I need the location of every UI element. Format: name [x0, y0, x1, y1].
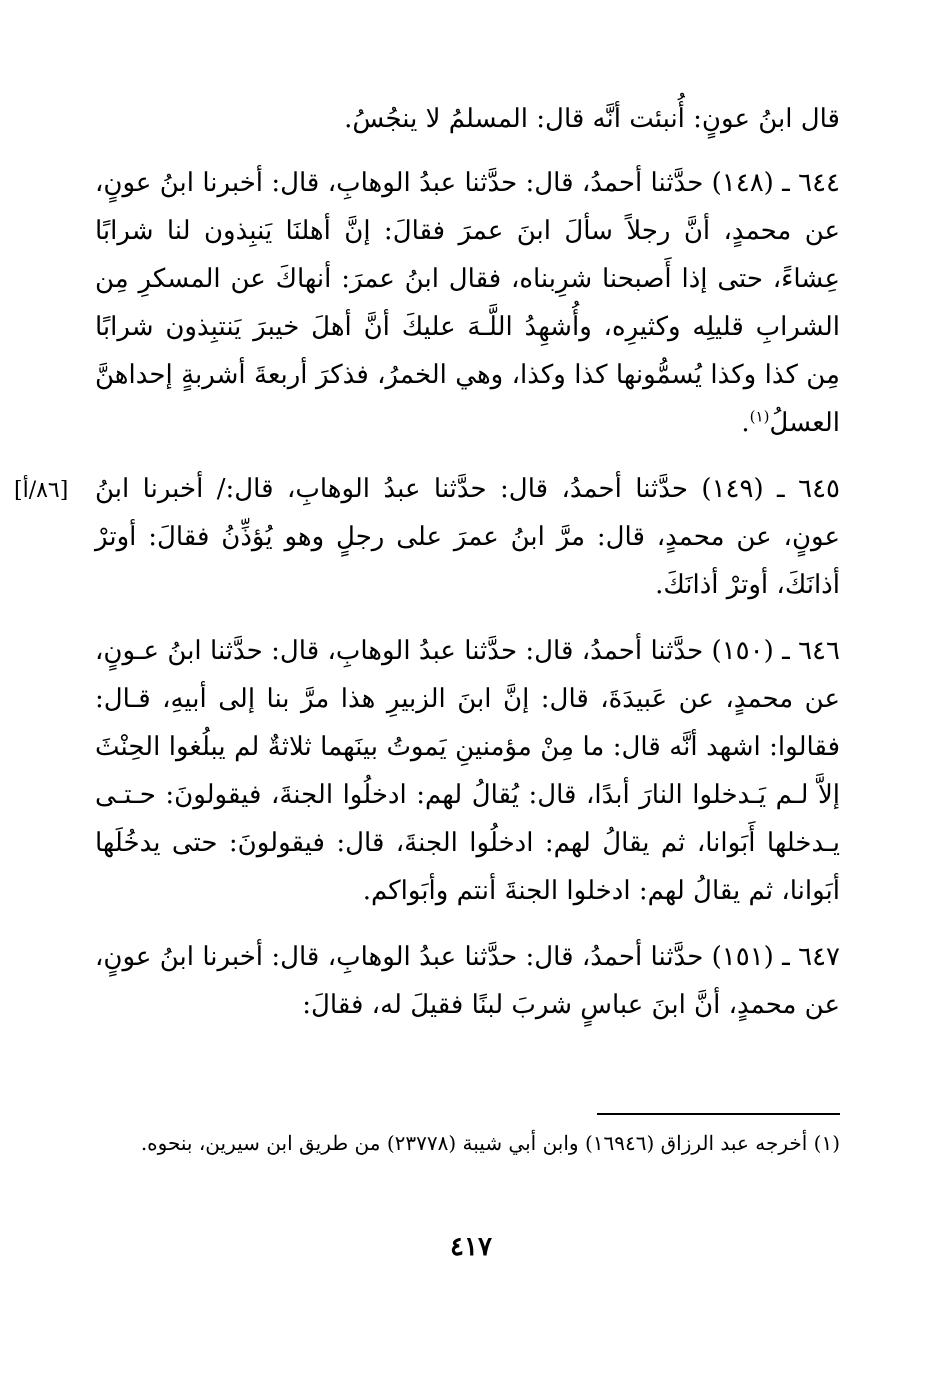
manuscript-folio-reference: [٨٦/أ] — [14, 478, 69, 503]
hadith-647 — [95, 933, 840, 1029]
hadith-646-text: حدَّثنا ابنُ عـونٍ، عن محمدٍ، عن عَبيدَةَ، قال: إنَّ ابنَ الزبيرِ هذا مرَّ بنا إلى أبيهِ، قـال: فقالوا: اشهد أنَّه قال: ما مِنْ مؤمنينِ يَموتُ بينَهما ثلاثةٌ لم يبلُغوا الحِنْثَ إلاَّ لـم يَـدخلوا النارَ أبدًا، قال: يُقالُ لهم: ادخلُوا الجنةَ، فيقولونَ: حـتـى يـدخلها أَبَوانا، ثم يقالُ لهم: ادخلُوا الجنةَ، قال: فيقولونَ: حتى يدخُلَها أبَوانا، ثم يقالُ لهم: ادخلوا الجنةَ أنتم وأبَواكم. — [95, 636, 840, 906]
hadith-644-end: . — [741, 408, 750, 438]
hadith-645-text: أخبرنا ابنُ عونٍ، عن محمدٍ، قال: مرَّ ابنُ عمرَ على رجلٍ وهو يُؤذِّنُ فقالَ: أوترْ أذانَكَ، أوترْ أذانَكَ. — [95, 474, 840, 600]
hadith-644 — [95, 159, 840, 447]
hadith-644-isnad-head: ٦٤٤ ـ (١٤٨) حدَّثنا أحمدُ، قال: حدَّثنا عبدُ الوهابِ، قال: — [271, 168, 841, 198]
footnote: (١) أخرجه عبد الرزاق (١٦٩٤٦) وابن أبي شيبة (٢٣٧٧٨) من طريق ابن سيرين، بنحوه. — [140, 1131, 840, 1155]
hadith-647-isnad-head: ٦٤٧ ـ (١٥١) حدَّثنا أحمدُ، قال: حدَّثنا عبدُ الوهابِ، قال: — [271, 942, 841, 972]
hadith-645 — [95, 465, 840, 609]
hadith-645-isnad-head: ٦٤٥ ـ (١٤٩) حدَّثنا أحمدُ، قال: حدَّثنا عبدُ الوهابِ، قال:/ — [216, 474, 841, 504]
footnote-marker[interactable]: (١) — [749, 407, 770, 426]
footnote-divider — [597, 1113, 840, 1115]
hadith-644-text: أخبرنا ابنُ عونٍ، عن محمدٍ، أنَّ رجلاً سألَ ابنَ عمرَ فقالَ: إنَّ أهلنَا يَنبِذون لنا شرابًا عِشاءً، حتى إذا أَصبحنا شرِبناه، فقال ابنُ عمرَ: أنهاكَ عن المسكرِ مِن الشرابِ قليلِه وكثيرِه، وأُشهِدُ اللَّـهَ عليكَ أنَّ أهلَ خيبرَ يَنتبِذون شرابًا مِن كذا وكذا يُسمُّونها كذا وكذا، وهي الخمرُ، فذكرَ أربعةَ أشربةٍ إحداهنَّ العسلُ — [95, 168, 840, 438]
main-text-block — [95, 95, 840, 1047]
hadith-646 — [95, 627, 840, 915]
page-number: ٤١٧ — [450, 1232, 492, 1262]
intro-line: قال ابنُ عونٍ: أُنبئت أنَّه قال: المسلمُ لا ينجُسُ. — [344, 104, 840, 134]
hadith-646-isnad-head: ٦٤٦ ـ (١٥٠) حدَّثنا أحمدُ، قال: حدَّثنا عبدُ الوهابِ، قال: — [271, 636, 840, 666]
hadith-647-text: أخبرنا ابنُ عونٍ، عن محمدٍ، أنَّ ابنَ عباسٍ شربَ لبنًا فقيلَ له، فقالَ: — [95, 942, 840, 1020]
